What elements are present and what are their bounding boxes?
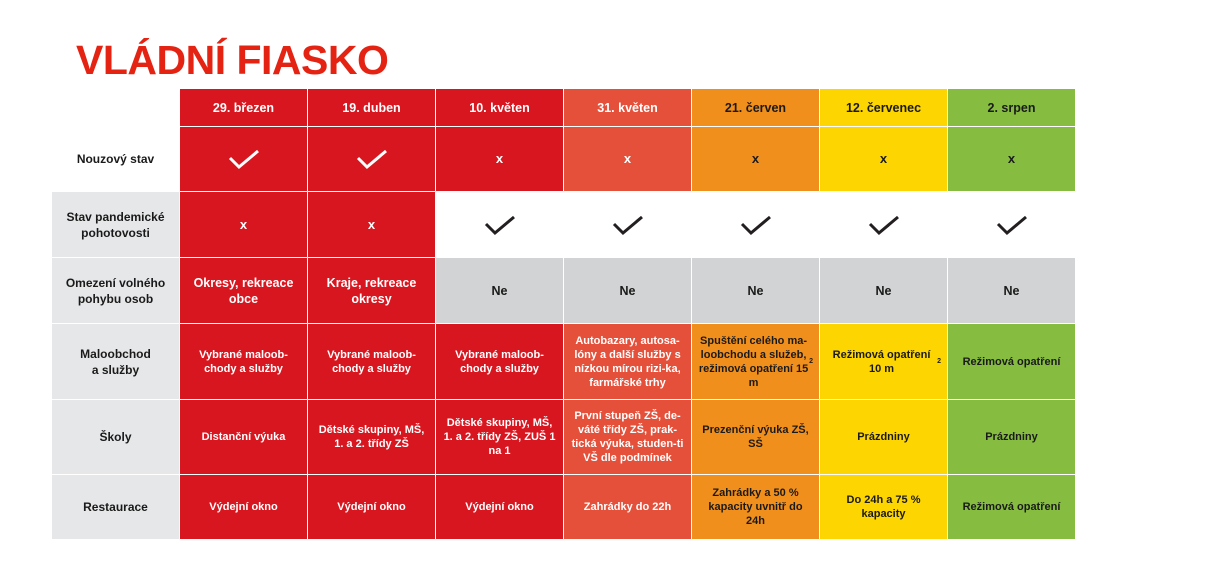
table-cell: Ne: [692, 258, 819, 323]
table-cell: Kraje, rekreace okresy: [308, 258, 435, 323]
table-cell: x: [308, 192, 435, 257]
row-label: Maloobchod a služby: [52, 324, 179, 399]
table-cell: Ne: [436, 258, 563, 323]
table-cell: Okresy, rekreace obce: [180, 258, 307, 323]
table-cell: První stupeň ZŠ, de-váté třídy ZŠ, prak-tická výuka, studen-ti VŠ dle podmínek: [564, 400, 691, 474]
column-header: 12. červenec: [820, 89, 947, 126]
column-header: 31. květen: [564, 89, 691, 126]
table-cell: Prázdniny: [820, 400, 947, 474]
table-cell: Vybrané maloob-chody a služby: [436, 324, 563, 399]
row-label: Restaurace: [52, 475, 179, 539]
table-cell: Ne: [564, 258, 691, 323]
table-cell: Režimová opatření: [948, 475, 1075, 539]
table-cell: Zahrádky a 50 % kapacity uvnitř do 24h: [692, 475, 819, 539]
table-cell: Spuštění celého ma-loobchodu a služeb, režimová opatření 15 m 2: [692, 324, 819, 399]
table-corner: [52, 89, 179, 126]
measures-table: [52, 89, 1075, 539]
table-cell: Vybrané maloob-chody a služby: [180, 324, 307, 399]
table-cell: x: [692, 127, 819, 191]
table-cell: Režimová opatření 10 m 2: [820, 324, 947, 399]
table-cell: Vybrané maloob-chody a služby: [308, 324, 435, 399]
row-label: Omezení volného pohybu osob: [52, 258, 179, 323]
table-cell: Dětské skupiny, MŠ, 1. a 2. třídy ZŠ, ZUŠ 1 na 1: [436, 400, 563, 474]
check-icon: [820, 192, 947, 257]
column-header: 29. březen: [180, 89, 307, 126]
check-icon: [692, 192, 819, 257]
check-icon: [180, 127, 307, 191]
table-cell: Prázdniny: [948, 400, 1075, 474]
row-label: Školy: [52, 400, 179, 474]
table-cell: Prezenční výuka ZŠ, SŠ: [692, 400, 819, 474]
column-header: 10. květen: [436, 89, 563, 126]
table-cell: Ne: [948, 258, 1075, 323]
check-icon: [564, 192, 691, 257]
column-header: 19. duben: [308, 89, 435, 126]
page-title: VLÁDNÍ FIASKO: [76, 37, 389, 83]
table-cell: x: [820, 127, 947, 191]
table-cell: Do 24h a 75 % kapacity: [820, 475, 947, 539]
table-cell: Zahrádky do 22h: [564, 475, 691, 539]
row-label: Nouzový stav: [52, 127, 179, 191]
table-cell: Výdejní okno: [308, 475, 435, 539]
check-icon: [948, 192, 1075, 257]
column-header: 21. červen: [692, 89, 819, 126]
table-cell: Ne: [820, 258, 947, 323]
table-cell: x: [564, 127, 691, 191]
table-cell: Režimová opatření: [948, 324, 1075, 399]
table-cell: x: [948, 127, 1075, 191]
table-cell: Dětské skupiny, MŠ, 1. a 2. třídy ZŠ: [308, 400, 435, 474]
check-icon: [436, 192, 563, 257]
table-cell: x: [436, 127, 563, 191]
row-label: Stav pandemické pohotovosti: [52, 192, 179, 257]
table-cell: Autobazary, autosa-lóny a další služby s nízkou mírou rizi-ka, farmářské trhy: [564, 324, 691, 399]
table-cell: x: [180, 192, 307, 257]
table-cell: Výdejní okno: [436, 475, 563, 539]
column-header: 2. srpen: [948, 89, 1075, 126]
table-cell: Distanční výuka: [180, 400, 307, 474]
check-icon: [308, 127, 435, 191]
table-cell: Výdejní okno: [180, 475, 307, 539]
